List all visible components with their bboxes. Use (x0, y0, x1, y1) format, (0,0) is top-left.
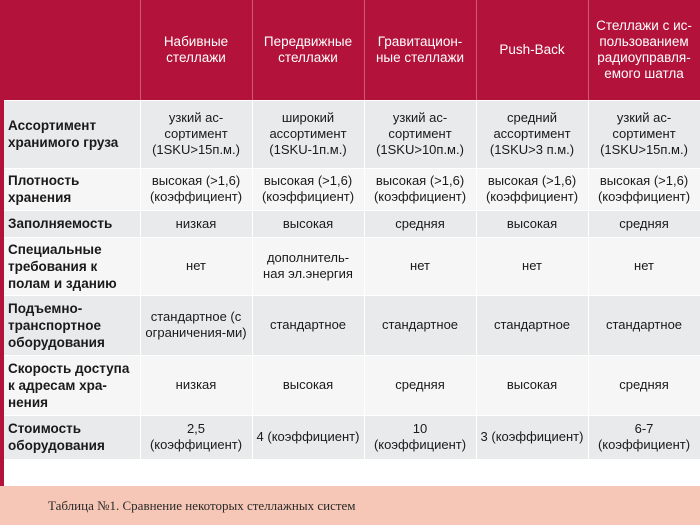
table-cell: низкая (140, 355, 252, 415)
row-label: Подъемно-транспортное оборудования (4, 295, 140, 355)
table-cell: средняя (364, 210, 476, 237)
table-cell: стандартное (364, 295, 476, 355)
header-row (4, 0, 700, 100)
table-cell: низкая (140, 210, 252, 237)
table-cell: высокая (>1,6) (коэффициент) (140, 168, 252, 210)
table-cell: 3 (коэффициент) (476, 415, 588, 459)
table-cell: стандартное (476, 295, 588, 355)
table-row (4, 100, 700, 168)
row-label: Плотность хранения (4, 168, 140, 210)
column-header: Push-Back (476, 0, 588, 100)
table-cell: средняя (588, 210, 700, 237)
comparison-table (4, 0, 700, 460)
table-cell: стандартное (588, 295, 700, 355)
row-label: Специальные требования к полам и зданию (4, 237, 140, 295)
header-corner (4, 0, 140, 100)
table-cell: нет (588, 237, 700, 295)
table-cell: широкий ассортимент (1SKU-1п.м.) (252, 100, 364, 168)
table-cell: нет (476, 237, 588, 295)
table-row (4, 295, 700, 355)
table-cell: 2,5 (коэффициент) (140, 415, 252, 459)
table-cell: стандартное (252, 295, 364, 355)
table-cell: средний ассортимент (1SKU>3 п.м.) (476, 100, 588, 168)
table-row (4, 355, 700, 415)
column-header: Гравитацион-ные стеллажи (364, 0, 476, 100)
table-row (4, 415, 700, 459)
row-label: Ассортимент хранимого груза (4, 100, 140, 168)
table-cell: 6-7 (коэффициент) (588, 415, 700, 459)
table-cell: высокая (476, 355, 588, 415)
table-cell: высокая (252, 210, 364, 237)
row-label: Заполняемость (4, 210, 140, 237)
table-cell: высокая (252, 355, 364, 415)
table-caption: Таблица №1. Сравнение некоторых стеллажных систем (48, 498, 356, 513)
table-cell: средняя (364, 355, 476, 415)
table-cell: высокая (>1,6) (коэффициент) (588, 168, 700, 210)
table-cell: 10 (коэффициент) (364, 415, 476, 459)
column-header: Передвижные стеллажи (252, 0, 364, 100)
table-row (4, 237, 700, 295)
table-cell: 4 (коэффициент) (252, 415, 364, 459)
column-header: Стеллажи с ис-пользованием радиоуправля-емого шатла (588, 0, 700, 100)
table-cell: нет (364, 237, 476, 295)
row-label: Скорость доступа к адресам хра-нения (4, 355, 140, 415)
table-cell: высокая (>1,6) (коэффициент) (252, 168, 364, 210)
table-cell: высокая (476, 210, 588, 237)
table-cell: средняя (588, 355, 700, 415)
table-cell: стандартное (с ограничения-ми) (140, 295, 252, 355)
table-cell: дополнитель-ная эл.энергия (252, 237, 364, 295)
column-header: Набивные стеллажи (140, 0, 252, 100)
table-row (4, 168, 700, 210)
table-cell: нет (140, 237, 252, 295)
table-cell: высокая (>1,6) (коэффициент) (364, 168, 476, 210)
row-label: Стоимость оборудования (4, 415, 140, 459)
table-cell: высокая (>1,6) (коэффициент) (476, 168, 588, 210)
table-row (4, 210, 700, 237)
table-cell: узкий ас-сортимент (1SKU>15п.м.) (140, 100, 252, 168)
table-cell: узкий ас-сортимент (1SKU>10п.м.) (364, 100, 476, 168)
table-cell: узкий ас-сортимент (1SKU>15п.м.) (588, 100, 700, 168)
